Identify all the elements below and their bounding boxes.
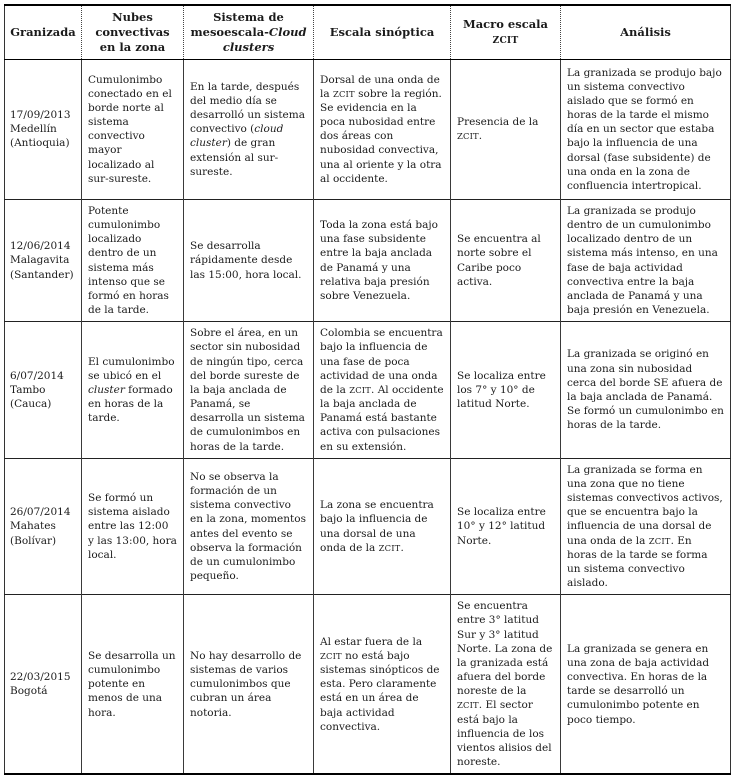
table-row — [5, 199, 731, 321]
column-header-macro — [451, 5, 561, 59]
text-segment: sobre la región. Se evidencia en la poca nubosidad entre dos áreas con nubosidad convectiva, una al oriente y la otra al occidente. — [320, 87, 442, 185]
cell-granizada-date-location — [5, 59, 82, 199]
cell-granizada-date-location — [5, 322, 82, 459]
zcit-abbreviation: ZCIT — [332, 88, 355, 99]
event-location: (Antioquia) — [10, 137, 70, 150]
text-segment: Cloud clusters — [222, 24, 307, 54]
text-segment: La zona se encuentra bajo la influencia de una dorsal de una onda de la — [320, 499, 434, 554]
zcit-abbreviation: ZCIT — [492, 35, 519, 47]
cell-granizada-date-location — [5, 458, 82, 595]
text-segment: La granizada se genera en una zona de baja actividad convectiva. En horas de la tarde se desarrolló un cumulonimbo potente en poco tiempo. — [567, 642, 710, 726]
text-segment: Se desarrolla un cumulonimbo potente en menos de una hora. — [88, 649, 176, 719]
table-header — [5, 5, 731, 59]
column-header-sinoptica — [314, 5, 451, 59]
text-segment: Escala sinóptica — [329, 24, 435, 39]
cell-nubes — [82, 458, 184, 595]
cell-nubes — [82, 59, 184, 199]
zcit-abbreviation: ZCIT — [378, 542, 401, 553]
event-location: Bogotá — [10, 685, 48, 698]
text-segment: Sistema de mesoescala- — [190, 10, 284, 39]
zcit-abbreviation: ZCIT — [457, 131, 479, 142]
text-segment: El cumulonimbo se ubicó en el — [88, 355, 175, 382]
table-row — [5, 322, 731, 459]
text-segment: . — [400, 541, 404, 554]
text-segment: Colombia se encuentra bajo la influencia de una fase de poca actividad de una onda de la — [320, 327, 443, 396]
event-location: (Cauca) — [10, 398, 52, 411]
zcit-abbreviation: ZCIT — [648, 535, 671, 546]
text-segment: Se desarrolla rápidamente desde las 15:00, hora local. — [190, 240, 302, 281]
cell-analisis — [561, 199, 731, 321]
column-header-mesoescala — [184, 5, 314, 59]
event-location: (Santander) — [10, 268, 74, 281]
event-date: 22/03/2015 — [10, 671, 71, 684]
cell-mesoescala — [184, 458, 314, 595]
cell-mesoescala — [184, 199, 314, 321]
text-segment: La granizada se originó en una zona sin nubosidad cerca del borde SE afuera de la baja anclada de Panamá. Se formó un cumulonimbo en horas de la tarde. — [567, 348, 724, 432]
text-segment: Nubes convectivas en la zona — [95, 10, 170, 54]
cell-mesoescala — [184, 322, 314, 459]
table-row — [5, 595, 731, 775]
cell-macro — [451, 595, 561, 775]
event-location: Malagavita — [10, 254, 70, 267]
table-row — [5, 59, 731, 199]
zcit-abbreviation: ZCIT — [349, 384, 372, 395]
cell-nubes — [82, 199, 184, 321]
text-segment: Granizada — [10, 24, 76, 39]
text-segment: Cumulonimbo conectado en el borde norte al sistema convectivo mayor localizado al sur-sureste. — [88, 73, 172, 185]
cell-macro — [451, 322, 561, 459]
table-body — [5, 59, 731, 774]
cell-analisis — [561, 59, 731, 199]
cell-nubes — [82, 595, 184, 775]
cell-mesoescala — [184, 595, 314, 775]
text-segment: Se localiza entre 10° y 12° latitud Norte. — [457, 506, 546, 547]
column-header-nubes — [82, 5, 184, 59]
column-header-granizada — [5, 5, 82, 59]
text-segment: Dorsal de una onda de la — [320, 73, 440, 100]
text-segment: cluster — [88, 383, 125, 396]
text-segment: Análisis — [620, 24, 671, 39]
table-row — [5, 458, 731, 595]
event-date: 26/07/2014 — [10, 506, 71, 519]
text-segment: Sobre el área, en un sector sin nubosidad de ningún tipo, cerca del borde sureste de la baja anclada de Panamá, se desarrolla un sistema de cumulonimbos en horas de la tarde. — [190, 327, 305, 453]
zcit-abbreviation: ZCIT — [320, 650, 342, 661]
text-segment: Presencia de la — [457, 116, 539, 129]
cell-sinoptica — [314, 322, 451, 459]
text-segment: La granizada se produjo bajo un sistema convectivo aislado que se formó en horas de la tarde el mismo día en un sector que estaba bajo la influencia de una dorsal (fase subsidente) de una onda en la zona de confluencia intertropical. — [567, 66, 722, 192]
header-row — [5, 5, 731, 59]
granizadas-table — [4, 4, 731, 775]
text-segment: Al estar fuera de la — [320, 635, 423, 648]
text-segment: No se observa la formación de un sistema convectivo en la zona, momentos antes del evento se observa la formación de un cumulonimbo pequeño. — [190, 470, 306, 583]
cell-granizada-date-location — [5, 595, 82, 775]
cell-macro — [451, 458, 561, 595]
text-segment: Toda la zona está bajo una fase subsidente entre la baja anclada de Panamá y una relativa baja presión sobre Venezuela. — [320, 218, 438, 302]
cell-sinoptica — [314, 199, 451, 321]
cell-nubes — [82, 322, 184, 459]
cell-analisis — [561, 458, 731, 595]
text-segment: No hay desarrollo de sistemas de varios cumulonimbos que cubran un área notoria. — [190, 649, 302, 719]
text-segment: . — [478, 130, 483, 143]
event-location: Mahates — [10, 520, 56, 533]
event-location: Medellín — [10, 123, 57, 136]
cell-sinoptica — [314, 595, 451, 775]
zcit-abbreviation: ZCIT — [457, 700, 479, 711]
text-segment: . Al occidente la baja anclada de Panamá está bastante activa con pulsaciones en su extensión. — [320, 383, 444, 453]
cell-sinoptica — [314, 59, 451, 199]
text-segment: Se formó un sistema aislado entre las 12:00 y las 13:00, hora local. — [88, 492, 177, 561]
text-segment: Se localiza entre los 7° y 10° de latitud Norte. — [457, 369, 546, 411]
cell-macro — [451, 199, 561, 321]
text-segment: . En horas de la tarde se forma un sistema convectivo aislado. — [567, 534, 708, 590]
event-date: 17/09/2013 — [10, 109, 71, 122]
cell-macro — [451, 59, 561, 199]
event-location: Tambo — [10, 383, 46, 396]
text-segment: cloud cluster — [190, 123, 284, 150]
cell-mesoescala — [184, 59, 314, 199]
text-segment: Potente cumulonimbo localizado dentro de un sistema más intenso que se formó en horas de la tarde. — [88, 204, 169, 317]
text-segment: Macro escala — [463, 17, 548, 32]
cell-granizada-date-location — [5, 199, 82, 321]
cell-analisis — [561, 595, 731, 775]
column-header-analisis — [561, 5, 731, 59]
text-segment: En la tarde, después del medio día se desarrolló un sistema convectivo ( — [190, 80, 305, 136]
text-segment: no está bajo sistemas sinópticos de esta. Pero claramente está en un área de baja actividad convectiva. — [320, 649, 440, 733]
text-segment: Se encuentra entre 3° latitud Sur y 3° latitud Norte. La zona de la granizada está afuera del borde noreste de la — [457, 600, 553, 698]
text-segment: ) de gran extensión al sur-sureste. — [190, 137, 279, 178]
cell-analisis — [561, 322, 731, 459]
text-segment: La granizada se produjo dentro de un cumulonimbo localizado dentro de un sistema más intenso, en una fase de baja actividad convectiva entre la baja anclada de Panamá y una baja presión en Venezuela. — [567, 204, 718, 317]
event-date: 12/06/2014 — [10, 240, 71, 253]
event-location: (Bolívar) — [10, 534, 57, 547]
text-segment: La granizada se forma en una zona que no tiene sistemas convectivos activos, que se encuentra bajo la influencia de una dorsal de una onda de la — [567, 463, 723, 547]
event-date: 6/07/2014 — [10, 369, 64, 382]
text-segment: Se encuentra al norte sobre el Caribe poco activa. — [457, 233, 541, 288]
cell-sinoptica — [314, 458, 451, 595]
text-segment: . El sector está bajo la influencia de los vientos alisios del noreste. — [457, 699, 552, 769]
text-segment: formado en horas de la tarde. — [88, 383, 173, 425]
